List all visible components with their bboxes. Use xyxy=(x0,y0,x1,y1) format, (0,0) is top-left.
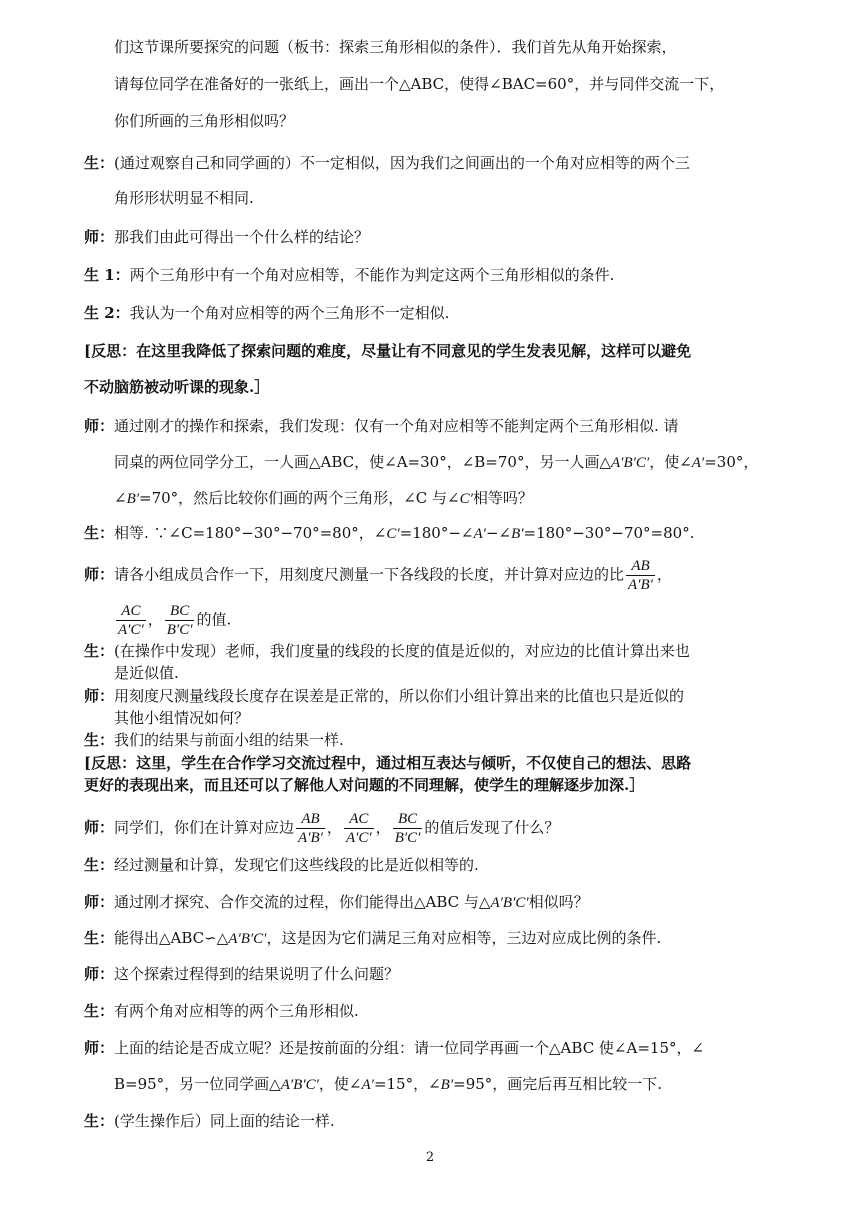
reflection-note: 不动脑筋被动听课的现象.］ xyxy=(84,378,270,396)
text-line: B=95°，另一位同学画△A′B′C′，使∠A′=15°，∠B′=95°，画完后再互相比较一下. xyxy=(114,1075,663,1093)
text-line: 其他小组情况如何？ xyxy=(114,709,250,727)
text-line: 请每位同学在准备好的一张纸上，画出一个△ABC，使得∠BAC=60°，并与同伴交流一下， xyxy=(114,75,725,93)
dialogue-line-teacher: 师：上面的结论是否成立呢？还是按前面的分组：请一位同学再画一个△ABC 使∠A=15°，∠ xyxy=(84,1039,705,1057)
text-line: 角形形状明显不相同. xyxy=(114,189,254,207)
dialogue-line-student: 生：(在操作中发现）老师，我们度量的线段的长度的值是近似的，对应边的比值计算出来也 xyxy=(84,642,690,660)
dialogue-line-student: 生：有两个角对应相等的两个三角形相似. xyxy=(84,1002,359,1020)
fraction-ab: $\frac{AB}{A'B'}$ xyxy=(628,558,653,593)
fraction-ab: $\frac{AB}{A'B'}$ xyxy=(298,811,323,846)
dialogue-line-teacher: 师：通过刚才的操作和探索，我们发现：仅有一个角对应相等不能判定两个三角形相似. 请 xyxy=(84,417,679,435)
dialogue-line-student: 生 2：我认为一个角对应相等的两个三角形不一定相似. xyxy=(84,304,450,322)
dialogue-line-teacher: 师：通过刚才探究、合作交流的过程，你们能得出△ABC 与△A′B′C′相似吗？ xyxy=(84,893,589,911)
fraction-ac: $\frac{AC}{A'C'}$ xyxy=(345,811,372,846)
dialogue-line-teacher: 师：同学们，你们在计算对应边 $\frac{AB}{A'B'}$ ， $\frac{AC}{A'C'}$ ， $\frac{BC}{B'C'}$ 的值后发现了什么？ xyxy=(84,811,560,846)
dialogue-line-student: 生：相等. ∵∠C=180°−30°−70°=80°，∠C′=180°−∠A′−∠B′=180°−30°−70°=80°. xyxy=(84,524,695,542)
fraction-bc: $\frac{BC}{B'C'}$ xyxy=(394,811,421,846)
dialogue-line-teacher: 师：那我们由此可得出一个什么样的结论？ xyxy=(84,228,370,246)
dialogue-line-teacher: 师：请各小组成员合作一下，用刻度尺测量一下各线段的长度，并计算对应边的比 $\frac{AB}{A'B'}$ ， xyxy=(84,558,672,593)
fraction-ac: $\frac{AC}{A'C'}$ xyxy=(118,603,144,638)
text-line: $\frac{AC}{A'C'}$ ， $\frac{BC}{B'C'}$ 的值. xyxy=(118,603,232,638)
dialogue-line-student: 生：(通过观察自己和同学画的）不一定相似，因为我们之间画出的一个角对应相等的两个三 xyxy=(84,154,690,172)
reflection-note: [反思：在这里我降低了探索问题的难度，尽量让有不同意见的学生发表见解，这样可以避免 xyxy=(84,342,692,360)
dialogue-line-student: 生：经过测量和计算，发现它们这些线段的比是近似相等的. xyxy=(84,856,479,874)
reflection-note: 更好的表现出来，而且还可以了解他人对问题的不同理解，使学生的理解逐步加深.］ xyxy=(84,776,645,794)
dialogue-line-student: 生：我们的结果与前面小组的结果一样. xyxy=(84,731,344,749)
fraction-bc: $\frac{BC}{B'C'}$ xyxy=(166,603,193,638)
dialogue-line-teacher: 师：这个探索过程得到的结果说明了什么问题？ xyxy=(84,965,400,983)
page-number: 2 xyxy=(425,1150,435,1165)
reflection-note: [反思：这里，学生在合作学习交流过程中，通过相互表达与倾听，不仅使自己的想法、思路 xyxy=(84,754,692,772)
dialogue-line-student: 生：能得出△ABC∽△A′B′C′，这是因为它们满足三角对应相等，三边对应成比例的条件. xyxy=(84,929,662,947)
text-line: 是近似值. xyxy=(114,664,179,682)
text-line: 你们所画的三角形相似吗？ xyxy=(114,112,295,130)
text-line: ∠B′=70°，然后比较你们画的两个三角形，∠C 与∠C′相等吗？ xyxy=(114,489,533,507)
dialogue-line-student: 生 1：两个三角形中有一个角对应相等，不能作为判定这两个三角形相似的条件. xyxy=(84,266,615,284)
dialogue-line-teacher: 师：用刻度尺测量线段长度存在误差是正常的，所以你们小组计算出来的比值也只是近似的 xyxy=(84,687,685,705)
dialogue-line-student: 生：(学生操作后）同上面的结论一样. xyxy=(84,1112,335,1130)
text-line: 们这节课所要探究的问题（板书：探索三角形相似的条件）．我们首先从角开始探索， xyxy=(114,38,677,56)
text-line: 同桌的两位同学分工，一人画△ABC，使∠A=30°，∠B=70°，另一人画△A′B′C′，使∠A′=30°， xyxy=(114,453,759,471)
